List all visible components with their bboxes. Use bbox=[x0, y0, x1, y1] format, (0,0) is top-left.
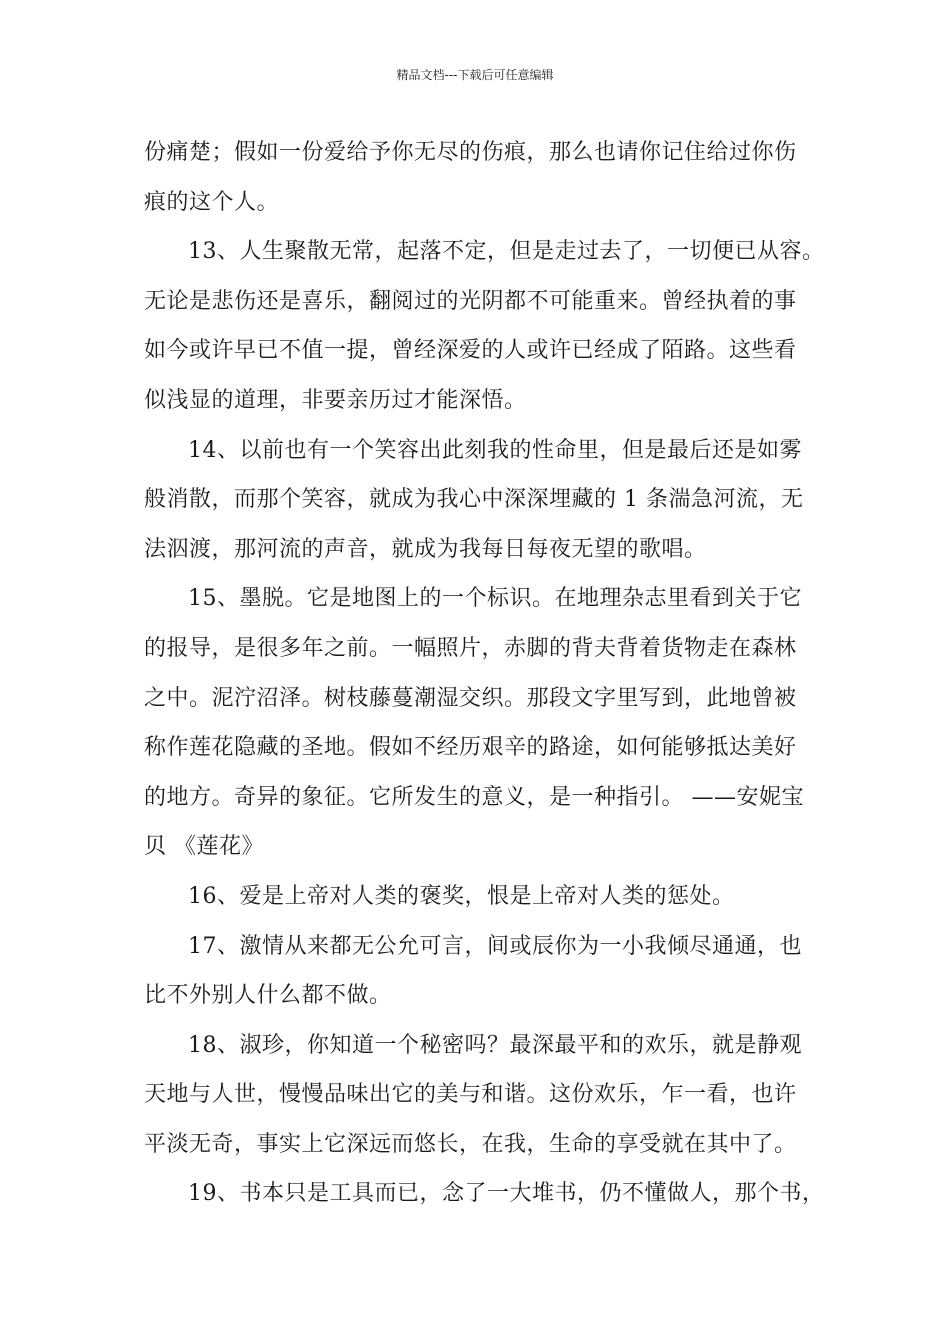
text-line: 的地方。奇异的象征。它所发生的意义，是一种指引。 ——安妮宝 bbox=[144, 784, 804, 810]
text-line: 称作莲花隐藏的圣地。假如不经历艰辛的路途，如何能够抵达美好 bbox=[144, 735, 797, 761]
document-body bbox=[144, 128, 824, 1219]
text-line: 平淡无奇，事实上它深远而悠长，在我，生命的享受就在其中了。 bbox=[144, 1131, 797, 1157]
text-line: 16、爱是上帝对人类的褒奖，恨是上帝对人类的惩处。 bbox=[188, 883, 735, 909]
text-line: 似浅显的道理，非要亲历过才能深悟。 bbox=[144, 387, 527, 413]
text-line: 天地与人世，慢慢品味出它的美与和谐。这份欢乐，乍一看，也许 bbox=[144, 1082, 797, 1108]
text-line: 法泅渡，那河流的声音，就成为我每日每夜无望的歌唱。 bbox=[144, 536, 707, 562]
text-line: 17、激情从来都无公允可言，间或辰你为一小我倾尽通通，也 bbox=[188, 933, 802, 959]
text-line: 贝 《莲花》 bbox=[144, 834, 264, 860]
text-line: 比不外别人什么都不做。 bbox=[144, 983, 392, 1009]
text-line: 般消散，而那个笑容，就成为我心中深深埋藏的 1 条湍急河流，无 bbox=[144, 487, 804, 513]
text-line: 14、以前也有一个笑容出此刻我的性命里，但是最后还是如雾 bbox=[188, 437, 802, 463]
text-line: 的报导，是很多年之前。一幅照片，赤脚的背夫背着货物走在森林 bbox=[144, 635, 797, 661]
page-header: 精品文档---下载后可任意编辑 bbox=[396, 68, 554, 82]
text-line: 如今或许早已不值一提，曾经深爱的人或许已经成了陌路。这些看 bbox=[144, 338, 797, 364]
text-line: 痕的这个人。 bbox=[144, 189, 280, 215]
text-line: 19、书本只是工具而已，念了一大堆书，仍不懂做人，那个书， bbox=[188, 1181, 825, 1207]
text-line: 15、墨脱。它是地图上的一个标识。在地理杂志里看到关于它 bbox=[188, 586, 802, 612]
text-line: 份痛楚；假如一份爱给予你无尽的伤痕，那么也请你记住给过你伤 bbox=[144, 140, 797, 165]
text-line: 13、人生聚散无常，起落不定，但是走过去了，一切便已从容。 bbox=[188, 239, 825, 265]
text-line: 之中。泥泞沼泽。树枝藤蔓潮湿交织。那段文字里写到，此地曾被 bbox=[144, 685, 797, 711]
text-line: 无论是悲伤还是喜乐，翻阅过的光阴都不可能重来。曾经执着的事 bbox=[144, 288, 797, 314]
text-line: 18、淑珍，你知道一个秘密吗？最深最平和的欢乐，就是静观 bbox=[188, 1032, 802, 1058]
